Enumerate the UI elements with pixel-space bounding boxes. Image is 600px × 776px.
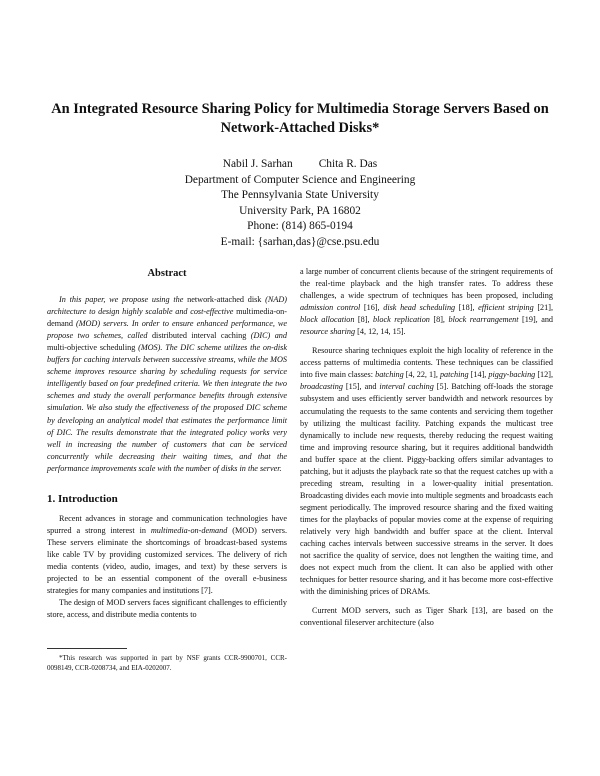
phone-line: Phone: (814) 865-0194 xyxy=(247,220,353,233)
footnote-text: *This research was supported in part by NSF grants CCR-9900701, CCR-0098149, CCR-0208734, and EIA-0202007. xyxy=(47,654,287,672)
footnote xyxy=(47,648,287,673)
author-block xyxy=(100,157,500,251)
paper-title: An Integrated Resource Sharing Policy for Multimedia Storage Servers Based on Network-Attached Disks* xyxy=(51,101,549,136)
abstract-text: In this paper, we propose using the network-attached disk (NAD) architecture to design highly scalable and cost-effective multimedia-on-demand (MOD) servers. In order to ensure enhanced performance, we propose two schemes, called distributed interval caching (DIC) and multi-objective scheduling (MOS). The DIC scheme utilizes the on-disk buffers for caching intervals between successive streams, while the MOS scheme improves resource sharing by scheduling requests for service intelligently based on four predefined criteria. We then integrate the two schemes and study the overall performance benefits through extensive simulation. We also study the effectiveness of the proposed DIC scheme by developing an analytical model that estimates the performance limit of DIC. The results demonstrate that the integrated policy works very well in increasing the number of customers that can be serviced concurrently while decreasing their waiting times, and that the performance improvements scale with the number of disks in the server. xyxy=(47,295,288,473)
left-column xyxy=(47,268,287,621)
author-name: Chita R. Das xyxy=(318,158,378,170)
author-name: Nabil J. Sarhan xyxy=(222,158,293,170)
intro-paragraph: The design of MOD servers faces significant challenges to efficiently store, access, and distribute media contents to xyxy=(47,598,287,620)
email-line: E-mail: {sarhan,das}@cse.psu.edu xyxy=(220,235,380,248)
body-paragraph: Current MOD servers, such as Tiger Shark [13], are based on the conventional fileserver architecture (also xyxy=(300,606,553,628)
right-column xyxy=(300,266,553,629)
author-names xyxy=(100,157,500,173)
affiliation-line: University Park, PA 16802 xyxy=(239,204,361,217)
intro-paragraph: Recent advances in storage and communication technologies have spurred a strong interest in multimedia-on-demand (MOD) servers. These servers eliminate the shortcomings of broadcast-based systems like cable TV by providing customized services. The delivery of rich media contents (video, audio, images, and text) by these servers is projected to be an essential component of the overall e-business strategies for many companies and institutions [7]. xyxy=(47,513,287,596)
footnote-rule xyxy=(47,648,127,649)
abstract-heading: Abstract xyxy=(147,268,187,279)
affiliation-line: Department of Computer Science and Engineering xyxy=(184,173,416,186)
introduction-heading: 1. Introduction xyxy=(47,492,118,505)
body-paragraph: Resource sharing techniques exploit the high locality of reference in the access patterns of multimedia contents. These techniques can be classified into five main classes: batching [4, 22, 1], patching [14], piggy-backing [12], broadcasting [15], and interval caching [5]. Batching off-loads the storage subsystem and uses efficiently server bandwidth and network resources by accumulating the requests to the same contents and servicing them together by utilizing the multicast facility. Patching expands the multicast tree dynamically to include new requests, thereby reducing the request waiting time and improving resource sharing, but it requires additional bandwidth and buffer space at the client. Piggy-backing offers similar advantages to patching, but it adjusts the playback rate so that the request catches up with a preceding stream, resulting in a lower-quality initial presentation. Broadcasting divides each movie into multiple segments and broadcasts each segment periodically. The improved resource sharing and the fixed waiting times for the playbacks of popular movies come at the expense of requiring relatively very high bandwidth and buffer space at the client. Interval caching caches intervals between successive streams in the server. It does not sacrifice the quality of service, does not lengthen the waiting time, and does not expect much from the client. It can also be applied with other techniques for better resource sharing, and it has become more cost-effective with the diminishing prices of DRAMs. xyxy=(300,346,554,597)
body-paragraph: a large number of concurrent clients because of the stringent requirements of the real-time playback and the high transfer rates. To address these challenges, a wide spectrum of techniques has been proposed, including admission control [16], disk head scheduling [18], efficient striping [21], block allocation [8], block replication [8], block rearrangement [19], and resource sharing [4, 12, 14, 15]. xyxy=(300,267,554,337)
affiliation-line: The Pennsylvania State University xyxy=(221,189,379,202)
